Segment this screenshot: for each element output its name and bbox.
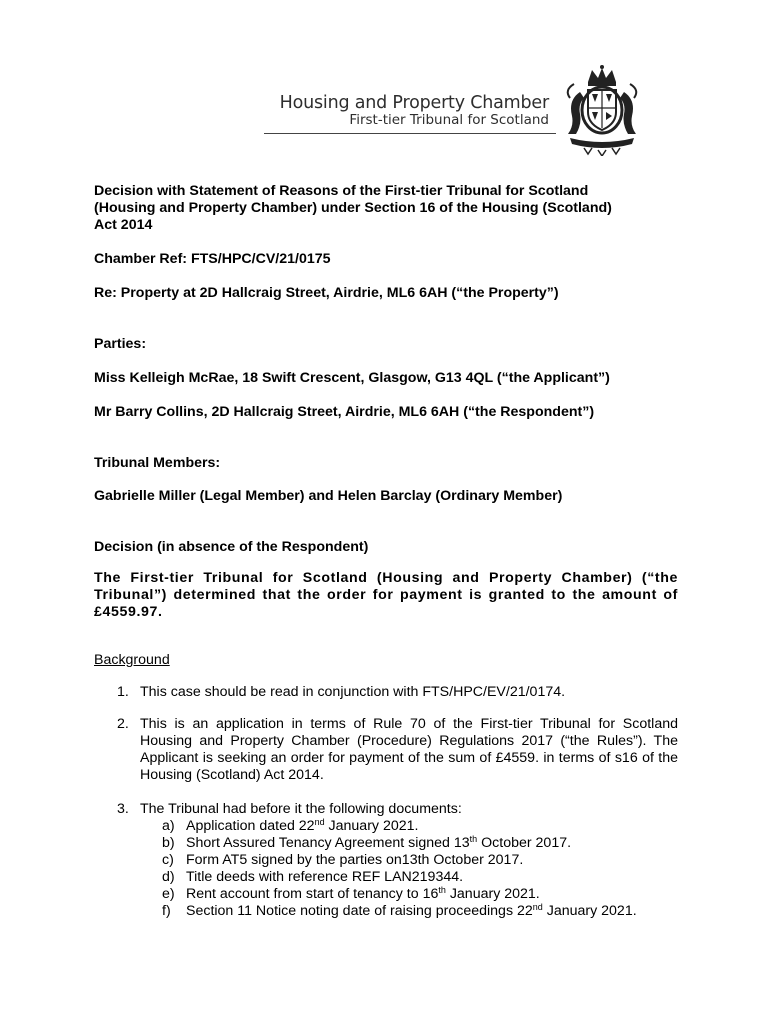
header-divider: [264, 133, 556, 134]
property-reference: Re: Property at 2D Hallcraig Street, Airdrie, ML6 6AH (“the Property”): [94, 285, 559, 301]
item-text: This is an application in terms of Rule 70 of the First-tier Tribunal for Scotland Housing and Property Chamber (Procedure) Regulations 2017 (“the Rules”). The Applicant is seeking an order for payment of the sum of £4559. in terms of s16 of the Housing (Scotland) Act 2014.: [140, 716, 678, 783]
decision-title: [94, 183, 679, 234]
document-item-text: Form AT5 signed by the parties on13th October 2017.: [186, 852, 524, 868]
document-item-text: Title deeds with reference REF LAN219344.: [186, 869, 464, 885]
background-heading: Background: [94, 652, 170, 668]
document-item-letter: a): [162, 818, 175, 834]
ordinal-suffix: nd: [314, 817, 325, 827]
item-number: 2.: [117, 716, 129, 732]
item-text: This case should be read in conjunction with FTS/HPC/EV/21/0174.: [140, 684, 566, 700]
chamber-ref: Chamber Ref: FTS/HPC/CV/21/0175: [94, 251, 331, 267]
document-item-letter: d): [162, 869, 175, 885]
royal-crest-icon: [558, 64, 646, 156]
document-item-letter: f): [162, 903, 171, 919]
document-item-text: Short Assured Tenancy Agreement signed 13th October 2017.: [186, 834, 572, 851]
members-line: Gabrielle Miller (Legal Member) and Helen Barclay (Ordinary Member): [94, 488, 563, 504]
header: [262, 92, 562, 128]
document-item-text: Rent account from start of tenancy to 16th January 2021.: [186, 885, 540, 902]
document-item-letter: e): [162, 886, 175, 902]
header-subtitle: First-tier Tribunal for Scotland: [349, 112, 549, 128]
members-heading: Tribunal Members:: [94, 455, 221, 471]
ordinal-suffix: th: [438, 885, 446, 895]
decision-heading: Decision (in absence of the Respondent): [94, 539, 369, 555]
document-item-text: Section 11 Notice noting date of raising proceedings 22nd January 2021.: [186, 902, 637, 919]
ordinal-suffix: nd: [532, 902, 543, 912]
item-text: The Tribunal had before it the following documents:: [140, 801, 462, 817]
document-item-text: Application dated 22nd January 2021.: [186, 817, 419, 834]
parties-heading: Parties:: [94, 336, 147, 352]
header-title: Housing and Property Chamber: [279, 93, 549, 113]
document-item-letter: c): [162, 852, 174, 868]
item-number: 3.: [117, 801, 129, 817]
decision-text: The First-tier Tribunal for Scotland (Housing and Property Chamber) (“the Tribunal”) determined that the order for payment is granted to the amount of £4559.97.: [94, 570, 678, 620]
applicant-line: Miss Kelleigh McRae, 18 Swift Crescent, Glasgow, G13 4QL (“the Applicant”): [94, 370, 610, 386]
item-number: 1.: [117, 684, 129, 700]
ordinal-suffix: th: [469, 834, 478, 844]
title-line: Decision with Statement of Reasons of the First-tier Tribunal for Scotland: [94, 183, 589, 199]
document-item-letter: b): [162, 835, 175, 851]
title-line: (Housing and Property Chamber) under Section 16 of the Housing (Scotland): [94, 200, 612, 216]
respondent-line: Mr Barry Collins, 2D Hallcraig Street, Airdrie, ML6 6AH (“the Respondent”): [94, 404, 595, 420]
title-line: Act 2014: [94, 217, 153, 233]
